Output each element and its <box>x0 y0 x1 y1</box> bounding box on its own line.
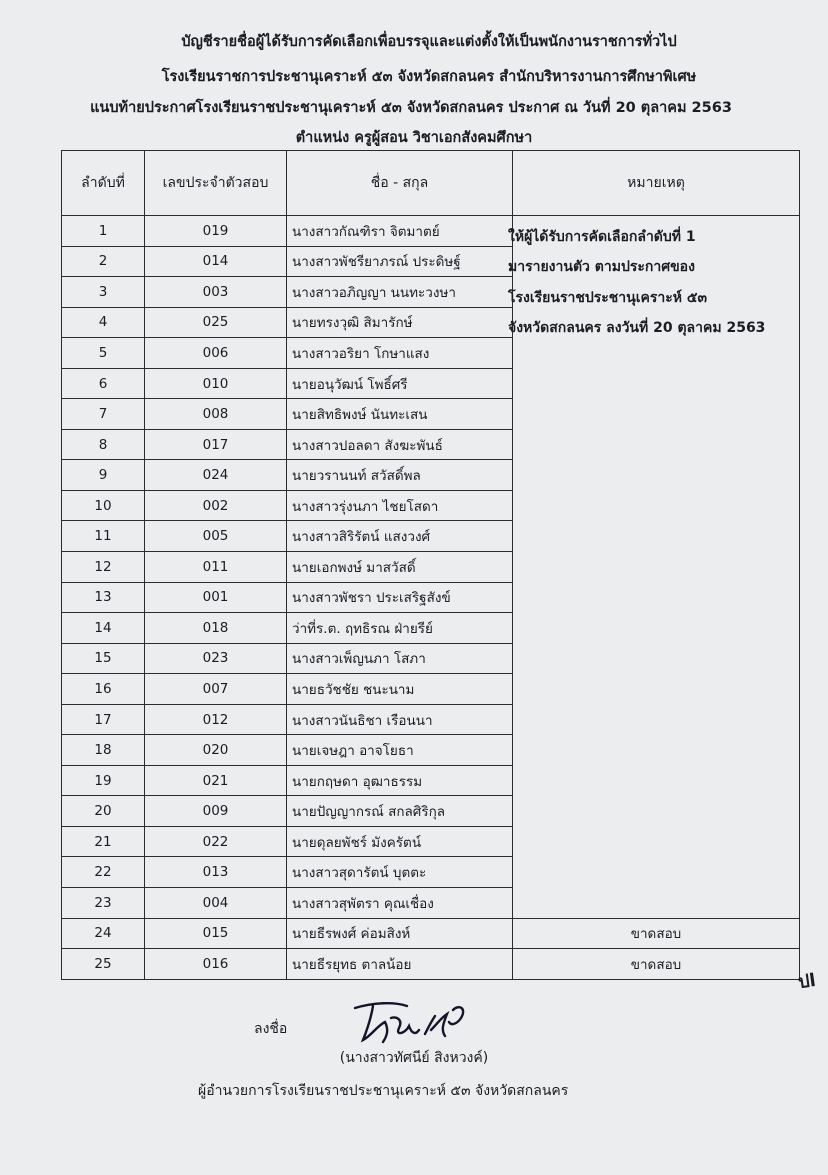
row-exam-code: 025 <box>145 307 287 338</box>
row-full-name: นางสาวอริยา โกษาแสง <box>287 338 513 369</box>
row-exam-code: 016 <box>145 949 287 980</box>
row-full-name: นายธวัชชัย ชนะนาม <box>287 674 513 705</box>
header-title-line-2: โรงเรียนราชการประชานุเคราะห์ ๕๓ จังหวัดสกลนคร สำนักบริหารงานการศึกษาพิเศษ <box>161 69 697 85</box>
row-number: 19 <box>62 765 145 796</box>
row-exam-code: 007 <box>145 674 287 705</box>
remark-text-line: จังหวัดสกลนคร ลงวันที่ 20 ตุลาคม 2563 <box>508 319 766 336</box>
remark-text-line: มารายงานตัว ตามประกาศของ <box>508 259 695 276</box>
row-number: 9 <box>62 460 145 491</box>
row-exam-code: 008 <box>145 399 287 430</box>
row-full-name: นายดุลยพัชร์ มังครัตน์ <box>287 826 513 857</box>
row-number: 17 <box>62 704 145 735</box>
margin-initial-mark: ปl <box>796 969 818 994</box>
row-exam-code: 018 <box>145 613 287 644</box>
row-number: 18 <box>62 735 145 766</box>
row-number: 3 <box>62 277 145 308</box>
row-full-name: นายวรานนท์ สวัสดิ์พล <box>287 460 513 491</box>
row-full-name: นางสาวนันธิชา เรือนนา <box>287 704 513 735</box>
row-number: 21 <box>62 826 145 857</box>
row-exam-code: 021 <box>145 765 287 796</box>
row-exam-code: 012 <box>145 704 287 735</box>
row-number: 11 <box>62 521 145 552</box>
row-full-name: นายธีรยุทธ ตาลน้อย <box>287 949 513 980</box>
row-number: 16 <box>62 674 145 705</box>
row-full-name: นางสาวรุ่งนภา ไชยโสดา <box>287 490 513 521</box>
row-full-name: นายธีรพงศ์ ค่อมสิงห์ <box>287 918 513 949</box>
row-full-name: นางสาวสิริรัตน์ แสงวงศ์ <box>287 521 513 552</box>
row-full-name: นางสาวกัณฑิรา จิตมาตย์ <box>287 216 513 247</box>
row-number: 5 <box>62 338 145 369</box>
remark-merged-cell <box>508 216 800 919</box>
row-full-name: นางสาวปอลดา สังฆะพันธ์ <box>287 429 513 460</box>
header-title-line-3: แนบท้ายประกาศโรงเรียนราชประชานุเคราะห์ ๕๓ จังหวัดสกลนคร ประกาศ ณ วันที่ 20 ตุลาคม 2563 <box>90 100 732 116</box>
row-number: 7 <box>62 399 145 430</box>
table-row <box>62 216 800 247</box>
row-full-name: นายปัญญากรณ์ สกลศิริกุล <box>287 796 513 827</box>
row-full-name: นางสาวพัชรียาภรณ์ ประดิษฐ์ <box>287 246 513 277</box>
row-full-name: นางสาวสุดารัตน์ บุตตะ <box>287 857 513 888</box>
row-exam-code: 020 <box>145 735 287 766</box>
row-exam-code: 019 <box>145 216 287 247</box>
row-number: 25 <box>62 949 145 980</box>
column-header-remark: หมายเหตุ <box>513 151 800 216</box>
row-full-name: ว่าที่ร.ต. ฤทธิรณ ฝ่ายรีย์ <box>287 613 513 644</box>
row-full-name: นางสาวเพ็ญนภา โสภา <box>287 643 513 674</box>
row-exam-code: 023 <box>145 643 287 674</box>
row-full-name: นางสาวสุพัตรา คุณเชื่อง <box>287 888 513 919</box>
row-full-name: นายอนุวัฒน์ โพธิ์ศรี <box>287 368 513 399</box>
row-full-name: นายเจษฎา อาจโยธา <box>287 735 513 766</box>
table-header-row <box>62 151 800 216</box>
row-exam-code: 002 <box>145 490 287 521</box>
column-header-no: ลำดับที่ <box>62 151 145 216</box>
row-number: 8 <box>62 429 145 460</box>
column-header-name: ชื่อ - สกุล <box>287 151 513 216</box>
row-full-name: นางสาวพัชรา ประเสริฐสังข์ <box>287 582 513 613</box>
row-number: 4 <box>62 307 145 338</box>
row-number: 23 <box>62 888 145 919</box>
header-title-line-1: บัญชีรายชื่อผู้ได้รับการคัดเลือกเพื่อบรรจุและแต่งตั้งให้เป็นพนักงานราชการทั่วไป <box>181 34 677 50</box>
candidate-table <box>61 150 800 980</box>
row-exam-code: 006 <box>145 338 287 369</box>
row-number: 20 <box>62 796 145 827</box>
row-full-name: นางสาวอภิญญา นนทะวงษา <box>287 277 513 308</box>
row-exam-code: 024 <box>145 460 287 491</box>
row-number: 15 <box>62 643 145 674</box>
row-exam-code: 001 <box>145 582 287 613</box>
row-exam-code: 014 <box>145 246 287 277</box>
header-position-line: ตำแหน่ง ครูผู้สอน วิชาเอกสังคมศึกษา <box>295 130 533 146</box>
signer-position: ผู้อำนวยการโรงเรียนราชประชานุเคราะห์ ๕๓ จังหวัดสกลนคร <box>198 1083 569 1099</box>
row-exam-code: 022 <box>145 826 287 857</box>
table-row <box>62 949 800 980</box>
row-exam-code: 015 <box>145 918 287 949</box>
row-number: 22 <box>62 857 145 888</box>
row-number: 1 <box>62 216 145 247</box>
row-full-name: นายเอกพงษ์ มาสวัสดิ์ <box>287 552 513 583</box>
row-full-name: นายกฤษดา อุฒาธรรม <box>287 765 513 796</box>
row-number: 6 <box>62 368 145 399</box>
row-exam-code: 017 <box>145 429 287 460</box>
row-exam-code: 009 <box>145 796 287 827</box>
row-remark: ขาดสอบ <box>513 918 800 949</box>
signer-name: (นางสาวทัศนีย์ สิงหวงค์) <box>339 1050 489 1066</box>
row-exam-code: 004 <box>145 888 287 919</box>
row-number: 12 <box>62 552 145 583</box>
remark-text-line: ให้ผู้ได้รับการคัดเลือกลำดับที่ 1 <box>508 229 696 245</box>
row-number: 13 <box>62 582 145 613</box>
row-exam-code: 013 <box>145 857 287 888</box>
row-full-name: นายสิทธิพงษ์ นันทะเสน <box>287 399 513 430</box>
row-number: 24 <box>62 918 145 949</box>
row-number: 14 <box>62 613 145 644</box>
row-exam-code: 005 <box>145 521 287 552</box>
handwritten-signature <box>345 996 475 1048</box>
row-full-name: นายทรงวุฒิ สิมารักษ์ <box>287 307 513 338</box>
signature-label: ลงชื่อ <box>254 1021 288 1037</box>
row-number: 10 <box>62 490 145 521</box>
row-exam-code: 010 <box>145 368 287 399</box>
remark-text-line: โรงเรียนราชประชานุเคราะห์ ๕๓ <box>508 289 708 306</box>
column-header-exam-code: เลขประจำตัวสอบ <box>145 151 287 216</box>
row-exam-code: 011 <box>145 552 287 583</box>
row-number: 2 <box>62 246 145 277</box>
table-row <box>62 918 800 949</box>
row-remark: ขาดสอบ <box>513 949 800 980</box>
row-exam-code: 003 <box>145 277 287 308</box>
